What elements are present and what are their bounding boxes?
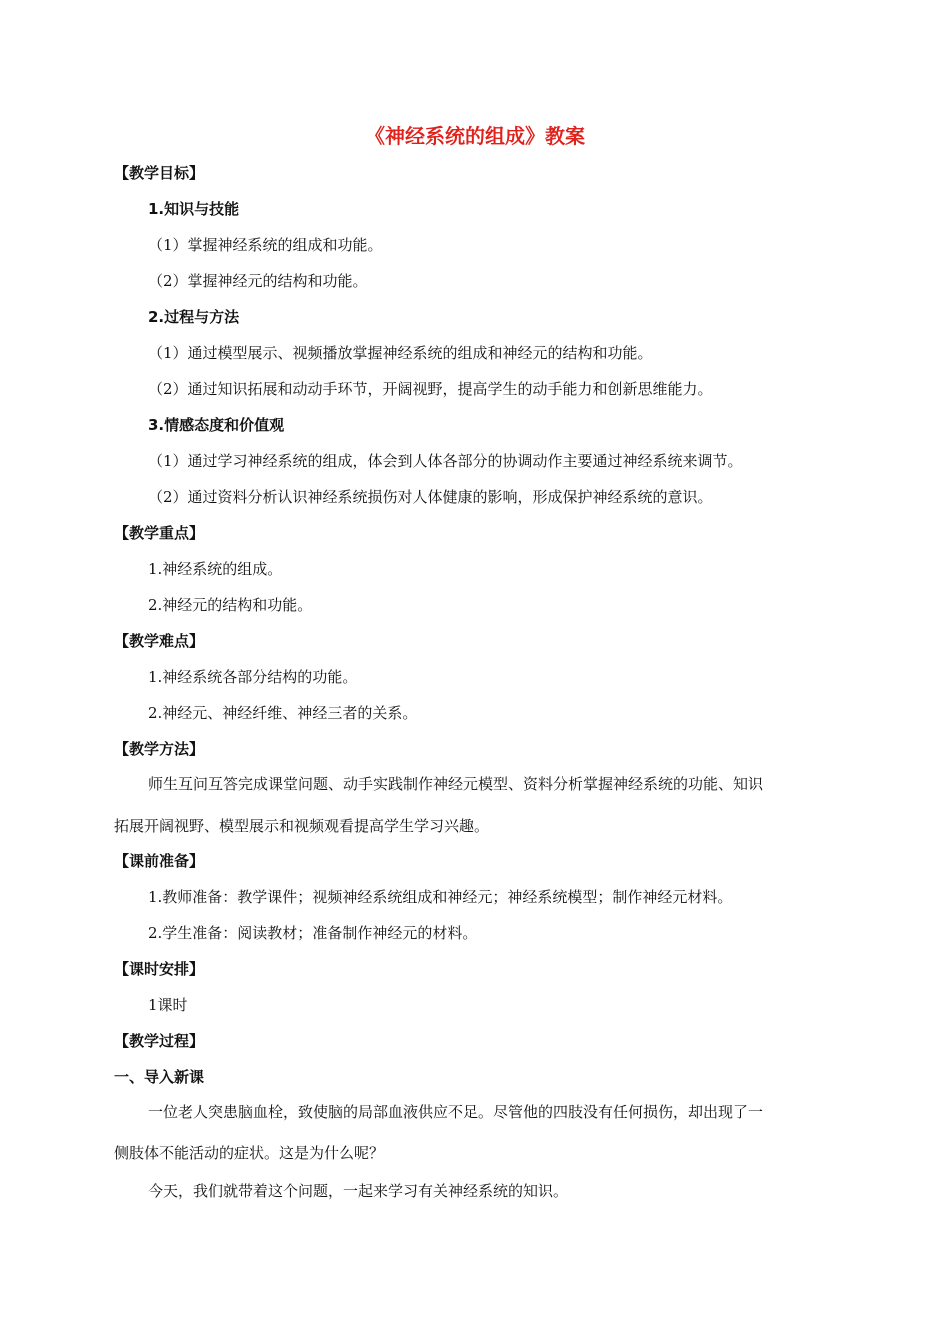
methods-paragraph-line-2: 拓展开阔视野、模型展示和视频观看提高学生学习兴趣。	[114, 817, 490, 835]
intro-paragraph-line-2: 侧肢体不能活动的症状。这是为什么呢？	[114, 1144, 385, 1162]
intro-paragraph-2: 今天，我们就带着这个问题，一起来学习有关神经系统的知识。	[148, 1182, 569, 1200]
schedule-value: 1课时	[148, 996, 188, 1014]
subheading-process: 2.过程与方法	[148, 308, 240, 326]
list-item: 1.神经系统各部分结构的功能。	[148, 668, 358, 686]
subheading-emotion: 3.情感态度和价值观	[148, 416, 285, 434]
list-item: 2.学生准备：阅读教材；准备制作神经元的材料。	[148, 924, 478, 942]
section-heading-methods: 【教学方法】	[114, 740, 205, 758]
list-item: 2.神经元、神经纤维、神经三者的关系。	[148, 704, 418, 722]
list-item: （1）掌握神经系统的组成和功能。	[148, 236, 383, 254]
document-title: 《神经系统的组成》教案	[365, 124, 585, 148]
list-item: （2）通过资料分析认识神经系统损伤对人体健康的影响，形成保护神经系统的意识。	[148, 488, 713, 506]
list-item: （2）通过知识拓展和动动手环节，开阔视野，提高学生的动手能力和创新思维能力。	[148, 380, 713, 398]
list-item: （2）掌握神经元的结构和功能。	[148, 272, 368, 290]
subheading-intro: 一、导入新课	[114, 1068, 205, 1086]
list-item: （1）通过模型展示、视频播放掌握神经系统的组成和神经元的结构和功能。	[148, 344, 653, 362]
section-heading-schedule: 【课时安排】	[114, 960, 205, 978]
intro-paragraph-line-1: 一位老人突患脑血栓，致使脑的局部血液供应不足。尽管他的四肢没有任何损伤，却出现了一	[148, 1103, 764, 1121]
methods-paragraph-line-1: 师生互问互答完成课堂问题、动手实践制作神经元模型、资料分析掌握神经系统的功能、知识	[148, 775, 764, 793]
subheading-knowledge: 1.知识与技能	[148, 200, 240, 218]
list-item: 1.神经系统的组成。	[148, 560, 283, 578]
list-item: （1）通过学习神经系统的组成，体会到人体各部分的协调动作主要通过神经系统来调节。	[148, 452, 743, 470]
section-heading-preparation: 【课前准备】	[114, 852, 205, 870]
section-heading-key-points: 【教学重点】	[114, 524, 205, 542]
list-item: 1.教师准备：教学课件；视频神经系统组成和神经元；神经系统模型；制作神经元材料。	[148, 888, 733, 906]
section-heading-difficulties: 【教学难点】	[114, 632, 205, 650]
list-item: 2.神经元的结构和功能。	[148, 596, 313, 614]
section-heading-process: 【教学过程】	[114, 1032, 205, 1050]
section-heading-goals: 【教学目标】	[114, 164, 205, 182]
